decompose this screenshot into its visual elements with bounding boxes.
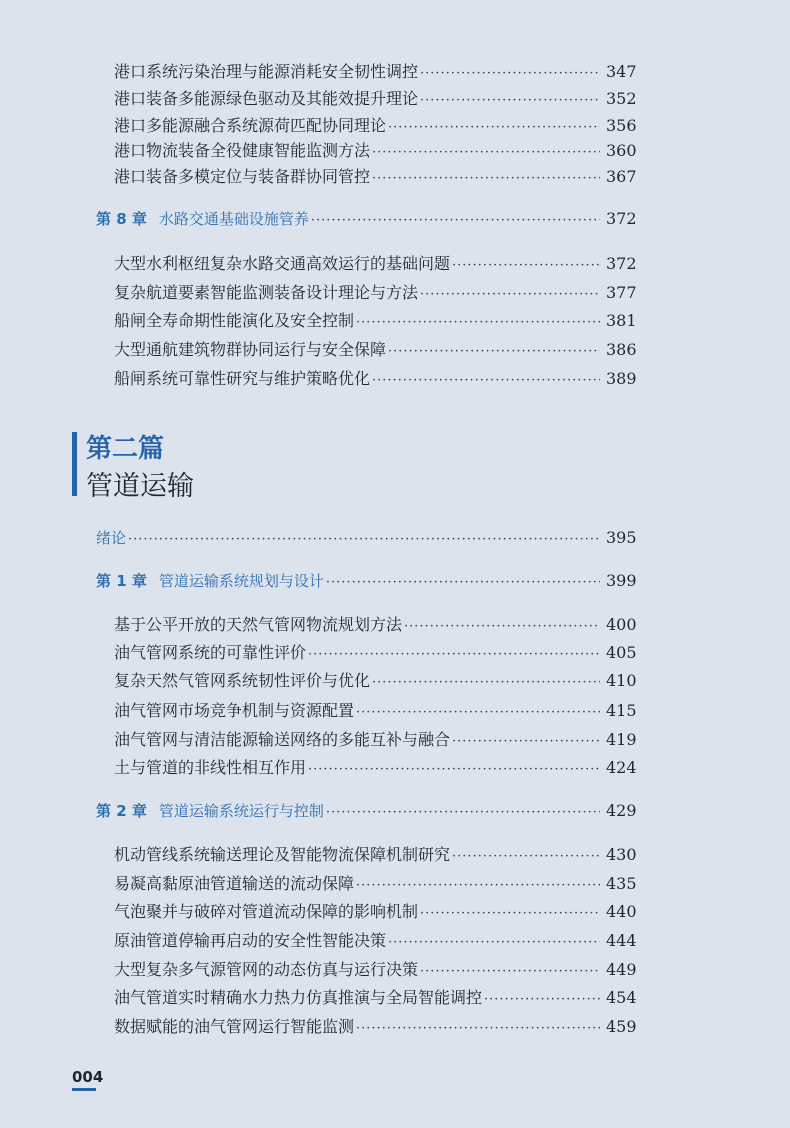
- leader-dots: [356, 876, 600, 896]
- leader-dots: [326, 803, 600, 823]
- entry-page: 400: [606, 615, 637, 634]
- toc-entry[interactable]: [114, 615, 637, 637]
- part-number: 第二篇: [86, 434, 165, 464]
- entry-title: 大型复杂多气源管网的动态仿真与运行决策: [114, 960, 419, 979]
- entry-title: 原油管道停输再启动的安全性智能决策: [114, 931, 387, 950]
- leader-dots: [388, 118, 600, 138]
- toc-chapter[interactable]: [96, 209, 637, 231]
- entry-title: 机动管线系统输送理论及智能物流保障机制研究: [114, 845, 451, 864]
- entry-page: 410: [606, 671, 637, 690]
- toc-chapter[interactable]: [96, 528, 637, 550]
- entry-page: 372: [606, 254, 637, 273]
- entry-title: 港口装备多能源绿色驱动及其能效提升理论: [114, 89, 419, 108]
- entry-page: 352: [606, 89, 637, 108]
- entry-title: 油气管道实时精确水力热力仿真推演与全局智能调控: [114, 988, 483, 1007]
- toc-entry[interactable]: [114, 1017, 637, 1039]
- entry-title: 油气管网系统的可靠性评价: [114, 643, 307, 662]
- entry-page: 459: [606, 1017, 637, 1036]
- toc-entry[interactable]: [114, 254, 637, 276]
- toc-entry[interactable]: [114, 643, 637, 665]
- entry-title: 复杂天然气管网系统韧性评价与优化: [114, 671, 371, 690]
- leader-dots: [420, 904, 600, 924]
- leader-dots: [420, 285, 600, 305]
- entry-title: 大型水利枢纽复杂水路交通高效运行的基础问题: [114, 254, 451, 273]
- toc-entry[interactable]: [114, 89, 637, 111]
- entry-page: 367: [606, 167, 637, 186]
- entry-page: 347: [606, 62, 637, 81]
- leader-dots: [452, 732, 600, 752]
- leader-dots: [372, 143, 600, 163]
- toc-entry[interactable]: [114, 931, 637, 953]
- toc-entry[interactable]: [114, 845, 637, 867]
- page-number-underline: [72, 1088, 96, 1091]
- entry-title: 易凝高黏原油管道输送的流动保障: [114, 874, 355, 893]
- entry-page: 444: [606, 931, 637, 950]
- entry-page: 419: [606, 730, 637, 749]
- entry-page: 386: [606, 340, 637, 359]
- toc-entry[interactable]: [114, 311, 637, 333]
- entry-title: 土与管道的非线性相互作用: [114, 758, 307, 777]
- intro-title: 绪论: [96, 529, 127, 547]
- entry-page: 435: [606, 874, 637, 893]
- leader-dots: [308, 760, 600, 780]
- toc-entry[interactable]: [114, 730, 637, 752]
- leader-dots: [452, 847, 600, 867]
- part-accent-bar: [72, 432, 77, 496]
- entry-page: 424: [606, 758, 637, 777]
- entry-page: 449: [606, 960, 637, 979]
- toc-entry[interactable]: [114, 116, 637, 138]
- leader-dots: [372, 673, 600, 693]
- leader-dots: [388, 342, 600, 362]
- leader-dots: [420, 91, 600, 111]
- toc-entry[interactable]: [114, 758, 637, 780]
- page-number: 004: [72, 1068, 104, 1086]
- chapter-title: 管道运输系统规划与设计: [158, 572, 324, 590]
- leader-dots: [372, 169, 600, 189]
- entry-title: 油气管网市场竞争机制与资源配置: [114, 701, 355, 720]
- toc-entry[interactable]: [114, 62, 637, 84]
- entry-page: 377: [606, 283, 637, 302]
- leader-dots: [420, 962, 600, 982]
- leader-dots: [484, 990, 600, 1010]
- chapter-page: 372: [606, 209, 637, 228]
- toc-entry[interactable]: [114, 874, 637, 896]
- entry-title: 气泡聚并与破碎对管道流动保障的影响机制: [114, 902, 419, 921]
- leader-dots: [308, 645, 600, 665]
- entry-title: 数据赋能的油气管网运行智能监测: [114, 1017, 355, 1036]
- leader-dots: [326, 573, 600, 593]
- leader-dots: [356, 1019, 600, 1039]
- entry-page: 381: [606, 311, 637, 330]
- entry-page: 405: [606, 643, 637, 662]
- chapter-number: 第 1 章: [96, 572, 147, 590]
- chapter-title: 管道运输系统运行与控制: [158, 802, 324, 820]
- leader-dots: [452, 256, 600, 276]
- entry-title: 大型通航建筑物群协同运行与安全保障: [114, 340, 387, 359]
- entry-title: 复杂航道要素智能监测装备设计理论与方法: [114, 283, 419, 302]
- leader-dots: [420, 64, 600, 84]
- toc-chapter[interactable]: [96, 801, 637, 823]
- toc-entry[interactable]: [114, 960, 637, 982]
- toc-entry[interactable]: [114, 141, 637, 163]
- entry-page: 356: [606, 116, 637, 135]
- toc-entry[interactable]: [114, 701, 637, 723]
- toc-entry[interactable]: [114, 167, 637, 189]
- entry-title: 船闸系统可靠性研究与维护策略优化: [114, 369, 371, 388]
- entry-title: 港口物流装备全役健康智能监测方法: [114, 141, 371, 160]
- leader-dots: [311, 211, 600, 231]
- toc-entry[interactable]: [114, 283, 637, 305]
- chapter-number: 第 8 章: [96, 210, 147, 228]
- chapter-title: 水路交通基础设施管养: [158, 210, 309, 228]
- chapter-page: 399: [606, 571, 637, 590]
- leader-dots: [356, 313, 600, 333]
- toc-entry[interactable]: [114, 988, 637, 1010]
- chapter-number: 第 2 章: [96, 802, 147, 820]
- entry-title: 油气管网与清洁能源输送网络的多能互补与融合: [114, 730, 451, 749]
- toc-chapter[interactable]: [96, 571, 637, 593]
- leader-dots: [388, 933, 600, 953]
- leader-dots: [372, 371, 600, 391]
- entry-title: 港口多能源融合系统源荷匹配协同理论: [114, 116, 387, 135]
- entry-page: 415: [606, 701, 637, 720]
- toc-entry[interactable]: [114, 369, 637, 391]
- entry-page: 440: [606, 902, 637, 921]
- entry-page: 454: [606, 988, 637, 1007]
- leader-dots: [356, 703, 600, 723]
- entry-page: 389: [606, 369, 637, 388]
- leader-dots: [404, 617, 600, 637]
- part-name: 管道运输: [86, 471, 194, 502]
- chapter-page: 429: [606, 801, 637, 820]
- entry-title: 船闸全寿命期性能演化及安全控制: [114, 311, 355, 330]
- entry-page: 430: [606, 845, 637, 864]
- toc-entry[interactable]: [114, 340, 637, 362]
- toc-entry[interactable]: [114, 902, 637, 924]
- entry-title: 基于公平开放的天然气管网物流规划方法: [114, 615, 403, 634]
- entry-page: 360: [606, 141, 637, 160]
- entry-title: 港口系统污染治理与能源消耗安全韧性调控: [114, 62, 419, 81]
- toc-entry[interactable]: [114, 671, 637, 693]
- intro-page: 395: [606, 528, 637, 547]
- leader-dots: [128, 530, 600, 550]
- entry-title: 港口装备多模定位与装备群协同管控: [114, 167, 371, 186]
